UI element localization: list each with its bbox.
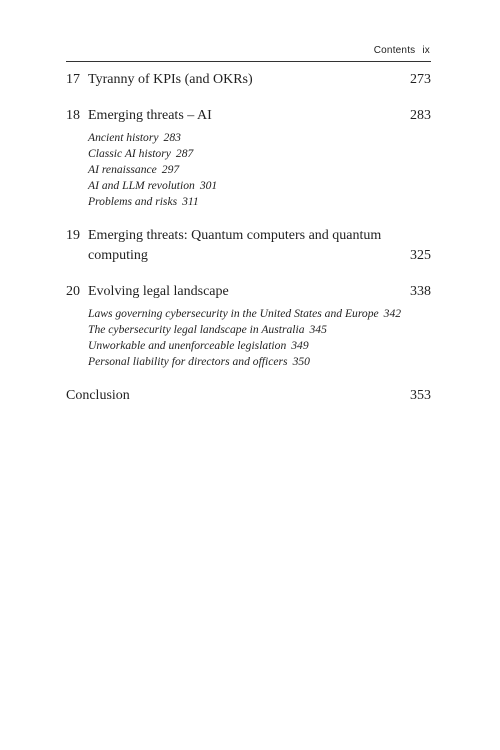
section-title: AI renaissance: [88, 163, 157, 176]
chapter-row: [66, 282, 431, 302]
section-title: The cybersecurity legal landscape in Australia: [88, 323, 305, 336]
header-rule: [66, 61, 431, 62]
section-item: [88, 130, 431, 146]
section-title: AI and LLM revolution: [88, 179, 195, 192]
section-item: [88, 338, 431, 354]
table-of-contents: [66, 70, 431, 406]
chapter-page: 338: [410, 284, 431, 299]
chapter-title: Evolving legal landscape: [88, 284, 229, 299]
chapter-page: 325: [410, 248, 431, 263]
chapter-title: Emerging threats – AI: [88, 108, 212, 123]
chapter-row: [66, 106, 431, 126]
toc-chapter-20: [66, 282, 431, 370]
section-title: Unworkable and unenforceable legislation: [88, 339, 287, 352]
section-page: 349: [291, 339, 309, 352]
toc-chapter-19: [66, 226, 431, 266]
section-title: Personal liability for directors and officers: [88, 355, 288, 368]
section-page: 301: [199, 179, 218, 192]
section-item: [88, 146, 431, 162]
chapter-title: Tyranny of KPIs (and OKRs): [88, 72, 253, 87]
chapter-row: [66, 386, 431, 406]
section-title: Classic AI history: [88, 147, 171, 160]
toc-chapter-17: [66, 70, 431, 90]
chapter-number: 18: [66, 108, 80, 123]
chapter-page: 273: [410, 72, 431, 87]
section-title: Problems and risks: [88, 195, 178, 208]
toc-chapter-18: [66, 106, 431, 210]
section-list: [88, 130, 431, 210]
chapter-page: 283: [410, 108, 431, 123]
section-item: [88, 194, 431, 210]
section-page: 297: [161, 163, 180, 176]
section-page: 283: [163, 131, 181, 144]
chapter-row: [66, 70, 431, 90]
section-page: 342: [383, 307, 402, 320]
toc-conclusion: [66, 386, 431, 406]
chapter-title: Emerging threats: Quantum computers and quantum computing: [88, 228, 382, 263]
conclusion-page: 353: [410, 388, 431, 403]
section-page: 311: [182, 195, 199, 208]
running-head-label: Contents: [373, 45, 416, 56]
section-page: 287: [175, 147, 194, 160]
section-item: [88, 162, 431, 178]
chapter-row: [66, 226, 431, 266]
section-page: 350: [292, 355, 310, 368]
chapter-number: 17: [66, 72, 80, 87]
section-item: [88, 322, 431, 338]
running-head-page-number: ix: [422, 45, 430, 56]
section-item: [88, 178, 431, 194]
chapter-number: 20: [66, 284, 80, 299]
chapter-number: 19: [66, 228, 80, 243]
section-title: Ancient history: [88, 131, 159, 144]
running-head: [66, 45, 430, 56]
conclusion-title: Conclusion: [66, 388, 130, 403]
section-page: 345: [309, 323, 327, 336]
section-list: [88, 306, 431, 370]
section-item: [88, 354, 431, 370]
section-item: [88, 306, 431, 322]
section-title: Laws governing cybersecurity in the United States and Europe: [88, 307, 379, 320]
